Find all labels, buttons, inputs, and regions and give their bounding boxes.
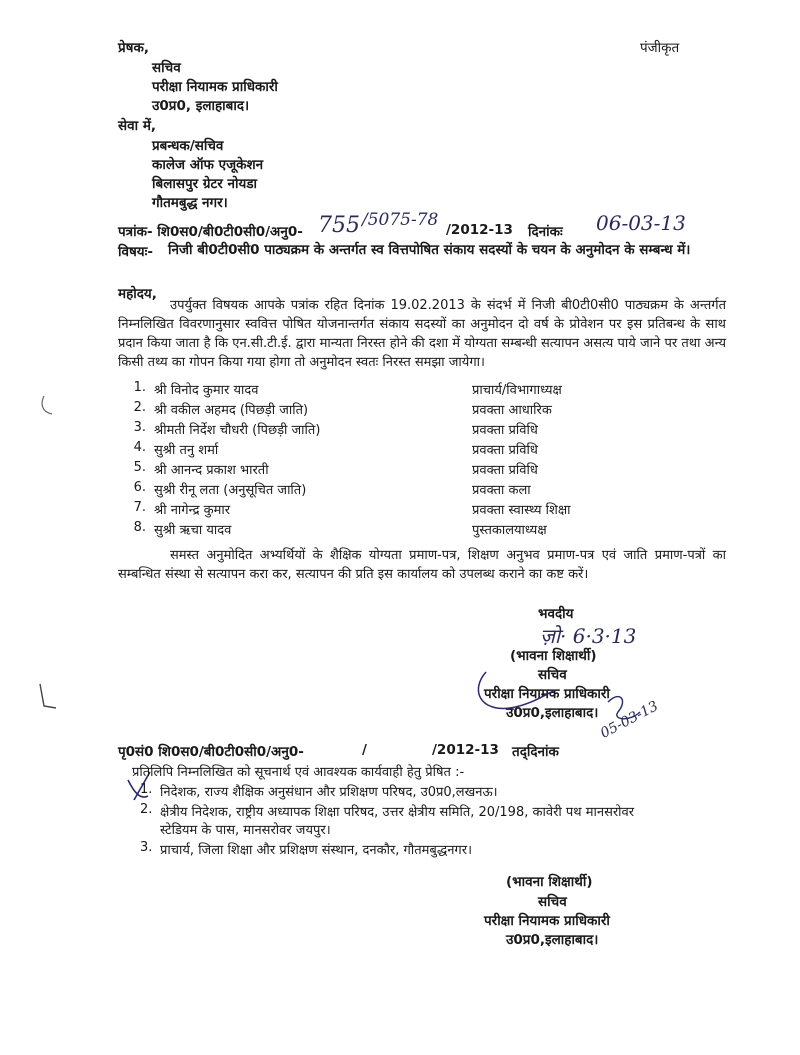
member-number: 5. [133, 460, 146, 475]
member-designation: प्रवक्ता आधारिक [472, 403, 552, 418]
subject-label: विषयः- [118, 244, 153, 260]
sender-line-1: सचिव [152, 60, 181, 76]
signatory-office: परीक्षा नियामक प्राधिकारी [484, 686, 610, 702]
endorsement-ref-slash: / [362, 742, 367, 758]
copy-item-3-text: प्राचार्य, जिला शिक्षा और प्रशिक्षण संस्थान, दनकौर, गौतमबुद्धनगर। [160, 843, 472, 858]
member-number: 4. [133, 440, 146, 455]
member-designation: पुस्तकालयाध्यक्ष [472, 523, 547, 538]
margin-mark-2 [40, 684, 56, 708]
handwritten-initial-date: 05-03-13 [597, 698, 661, 742]
member-designation: प्रवक्ता प्रविधि [472, 443, 538, 458]
handwritten-ref-date: 06-03-13 [596, 211, 686, 235]
member-name: श्री आनन्द प्रकाश भारती [154, 463, 269, 478]
member-number: 3. [133, 420, 146, 435]
member-name: सुश्री ऋचा यादव [154, 523, 232, 538]
sender-line-3: उ0प्र0, इलाहाबाद। [152, 98, 250, 114]
final-signatory-office: परीक्षा नियामक प्राधिकारी [484, 913, 610, 929]
member-name: सुश्री तनु शर्मा [154, 443, 219, 458]
final-signatory-place: उ0प्र0,इलाहाबाद। [506, 932, 599, 948]
handwritten-ref-range: /5075-78 [362, 210, 439, 230]
reference-year: /2012-13 [446, 222, 513, 238]
signatory-name: (भावना शिक्षार्थी) [510, 648, 597, 664]
copy-item-2-number: 2. [140, 802, 153, 817]
initial-scribble [608, 697, 640, 719]
member-designation: प्रवक्ता प्रविधि [472, 463, 538, 478]
endorsement-ref-prefix: पृ0सं0 शि0स0/बी0टी0सी0/अनु0- [118, 744, 304, 760]
member-name: श्री विनोद कुमार यादव [154, 383, 259, 398]
member-number: 6. [133, 480, 146, 495]
margin-mark-1 [42, 396, 52, 414]
member-designation: प्राचार्य/विभागाध्यक्ष [472, 383, 562, 398]
copy-item-3-number: 3. [140, 840, 153, 855]
signatory-designation: सचिव [538, 667, 567, 683]
recipient-line-2: कालेज ऑफ एजूकेशन [152, 157, 264, 173]
member-name: श्री वकील अहमद (पिछड़ी जाति) [154, 403, 309, 418]
endorsement-ref-date: तद्‌दिनांक [512, 744, 559, 760]
recipient-line-4: गौतमबुद्ध नगर। [152, 195, 228, 211]
copy-item-1-text: निदेशक, राज्य शैक्षिक अनुसंधान और प्रशिक्षण परिषद, उ0प्र0,लखनऊ। [160, 785, 498, 800]
reference-prefix: पत्रांक- शि0स0/बी0टी0सी0/अनु0- [118, 224, 303, 240]
closing: भवदीय [538, 606, 574, 622]
signature-flourish [478, 672, 555, 708]
member-number: 2. [133, 400, 146, 415]
member-number: 7. [133, 500, 146, 515]
member-designation: प्रवक्ता कला [472, 483, 531, 498]
subject-text: निजी बी0टी0सी0 पाठ्यक्रम के अन्तर्गत स्व वित्तपोषित संकाय सदस्यों के चयन के अनुमोदन के सम्बन्ध में। [168, 242, 691, 258]
copy-item-2-text: क्षेत्रीय निदेशक, राष्ट्रीय अध्यापक शिक्षा परिषद, उत्तर क्षेत्रीय समिति, 20/198, कावेरी पथ मानसरोवर [160, 805, 635, 820]
member-name: सुश्री रीनू लता (अनुसूचित जाति) [154, 483, 307, 498]
member-designation: प्रवक्ता प्रविधि [472, 423, 538, 438]
member-name: श्री नागेन्द्र कुमार [154, 503, 231, 518]
member-number: 1. [133, 380, 146, 395]
final-signatory-name: (भावना शिक्षार्थी) [506, 874, 593, 890]
final-signatory-designation: सचिव [538, 894, 567, 910]
salutation: महोदय, [118, 286, 157, 302]
sender-line-2: परीक्षा नियामक प्राधिकारी [152, 79, 278, 95]
copy-item-1-number: 1. [140, 782, 153, 797]
body-paragraph: उपर्युक्त विषयक आपके पत्रांक रहित दिनांक 19.02.2013 के संदर्भ में निजी बी0टी0सी0 पाठ्यक्रम के अन्तर्गत निम्नलिखित विवरणानुसार स्ववित्त पोषित योजनान्तर्गत संकाय सदस्यों का अनुमोदन दो वर्ष के प्रोवेशन पर इस प्रतिबन्ध के साथ प्रदान किया जाता है कि एन.सी.टी.ई. द्वारा मान्यता निरस्त होने की दशा में योग्यता सम्बन्धी सत्यापन असत्य पाये जाने पर तथा अन्य किसी तथ्य का गोपन किया गया होगा तो अनुमोदन स्वतः निरस्त समझा जायेगा। [118, 298, 726, 370]
registered-mark: पंजीकृत [640, 40, 680, 56]
copy-item-2-text-line2: स्टेडियम के पास, मानसरोवर जयपुर। [160, 823, 331, 838]
handwritten-signature: ज़ो· 6·3·13 [540, 624, 637, 648]
signatory-place: उ0प्र0,इलाहाबाद। [506, 705, 599, 721]
reference-date-label: दिनांकः [528, 224, 563, 240]
member-number: 8. [133, 520, 146, 535]
endorsement-intro: प्रतिलिपि निम्नलिखित को सूचनार्थ एवं आवश्यक कार्यवाही हेतु प्रेषित :- [132, 765, 465, 780]
handwritten-ref-number: 755 [318, 213, 360, 238]
sender-label: प्रेषक, [118, 40, 149, 56]
verification-paragraph: समस्त अनुमोदित अभ्यर्थियों के शैक्षिक योग्यता प्रमाण-पत्र, शिक्षण अनुभव प्रमाण-पत्र एवं जाति प्रमाण-पत्रों का सम्बन्धित संस्था से सत्यापन करा कर, सत्यापन की प्रति इस कार्यालय को उपलब्ध कराने का कष्ट करें। [118, 548, 726, 582]
recipient-line-3: बिलासपुर ग्रेटर नोयडा [152, 176, 258, 192]
member-name: श्रीमती निर्देश चौधरी (पिछड़ी जाति) [154, 423, 321, 438]
to-label: सेवा में, [118, 118, 157, 134]
member-designation: प्रवक्ता स्वास्थ्य शिक्षा [472, 503, 571, 518]
endorsement-ref-year: /2012-13 [432, 742, 499, 758]
recipient-line-1: प्रबन्धक/सचिव [152, 138, 224, 154]
